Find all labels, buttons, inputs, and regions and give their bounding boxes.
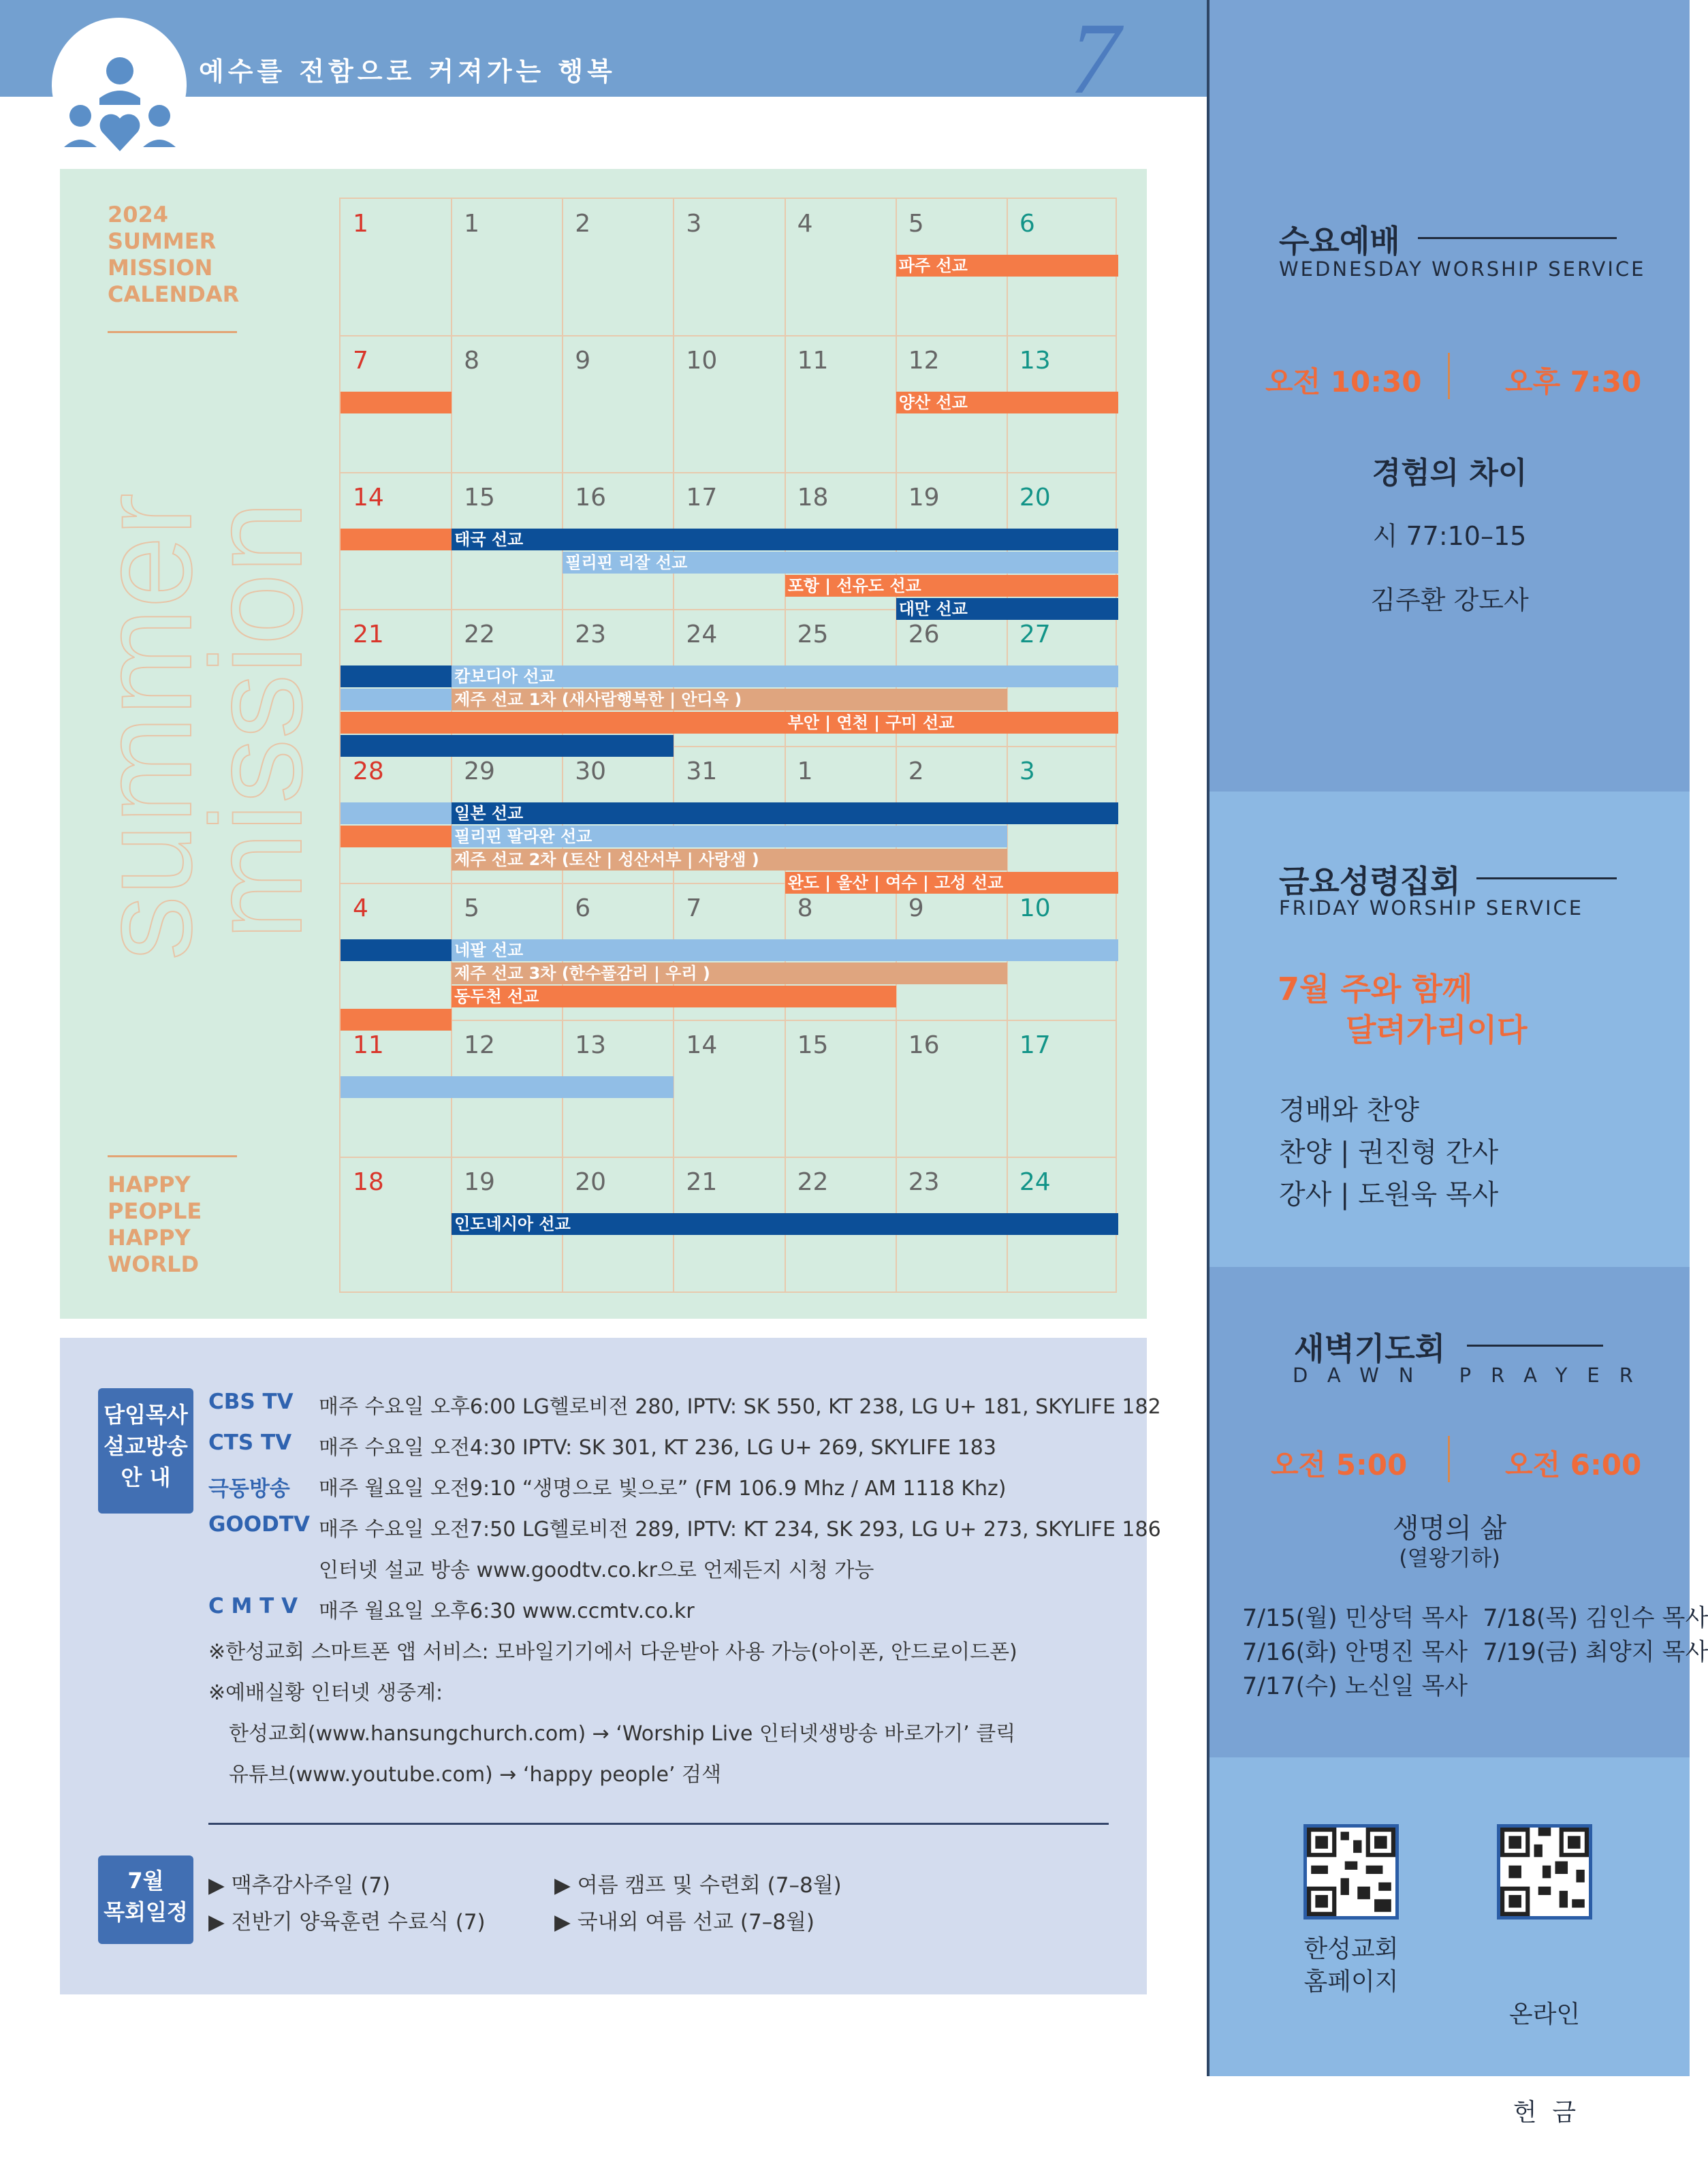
friday-worship: 경배와 찬양 [1279,1095,1419,1126]
calendar-slogan-block [108,1172,202,1278]
live-note-youtube: 유튜브(www.youtube.com) → ‘happy people’ 검색 [229,1763,721,1787]
event-item [208,1905,486,1935]
friday-title: 금요성령집회 [1279,863,1461,900]
friday-theme-line-1: 7월 주와 함께 [1278,971,1473,1007]
divider [108,331,237,333]
mission-event-bar [341,939,452,961]
calendar-date: 18 [353,1168,384,1196]
mission-event-label: 일본 선교 [454,804,524,823]
calendar-date: 14 [686,1031,718,1059]
dawn-schedule-line: 7/16(화) 안명진 목사 7/19(금) 최양지 목사 [1242,1639,1708,1666]
mission-event-bar [785,872,1118,894]
people-heart-icon [52,18,187,153]
calendar-title-line: SUMMER [108,228,217,254]
broadcast-tag [98,1388,193,1514]
calendar-date: 22 [797,1168,829,1196]
qr-code-icon [1307,1828,1395,1916]
mission-event-label: 양산 선교 [898,393,968,412]
mission-event-bar [341,529,452,550]
calendar-date: 15 [797,1031,829,1059]
dawn-schedule-line: 7/15(월) 민상덕 목사 7/18(목) 김인수 목사 [1242,1605,1708,1632]
wednesday-title: 수요예배 [1279,223,1400,260]
calendar-date: 30 [575,757,607,785]
mission-event-bar [452,986,896,1007]
mission-event-label: 파주 선교 [898,256,968,275]
mission-event-label: 필리핀 팔라완 선교 [454,827,592,846]
calendar-date: 16 [908,1031,940,1059]
grid-line [341,335,1116,336]
online-offering-qr-code[interactable] [1497,1824,1592,1920]
calendar-date: 7 [353,347,368,375]
friday-praise-leader: 찬양 | 권진형 간사 [1279,1137,1499,1168]
event-item [554,1868,842,1898]
divider [108,1155,237,1157]
calendar-title-year: 2024 [108,202,169,228]
calendar-date: 28 [353,757,384,785]
mission-event-bar [785,575,1118,597]
tag-line: 안 내 [121,1464,171,1490]
calendar-date: 15 [464,484,495,512]
calendar-date: 17 [1019,1031,1051,1059]
channel-febc: 극동방송 [208,1477,290,1501]
grid-line [341,1157,1116,1158]
slogan-line: HAPPY [108,1172,191,1197]
divider [1476,877,1617,879]
divider [1448,1436,1450,1482]
calendar-date: 19 [908,484,940,512]
event-label: 전반기 양육훈련 수료식 (7) [231,1910,486,1934]
calendar-date: 23 [908,1168,940,1196]
mission-event-bar [563,552,1118,574]
svg-text:7: 7 [1069,2,1120,115]
calendar-date: 2 [575,210,591,238]
divider [1467,1345,1603,1347]
channel-cts: CTS TV [208,1430,292,1455]
calendar-date: 8 [797,894,813,922]
calendar-date: 27 [1019,621,1051,648]
calendar-date: 14 [353,484,384,512]
event-item [208,1868,390,1898]
calendar-title-line: CALENDAR [108,281,240,307]
calendar-date: 18 [797,484,829,512]
calendar-date: 17 [686,484,718,512]
calendar-date: 22 [464,621,495,648]
mission-event-label: 네팔 선교 [454,941,524,960]
mission-event-label: 완도 | 울산 | 여수 | 고성 선교 [787,873,1004,892]
qr-panel [1209,1757,1690,2076]
calendar-date: 1 [797,757,813,785]
friday-speaker: 강사 | 도원욱 목사 [1279,1179,1499,1210]
qr-label-line: 한성교회 [1303,1935,1399,1963]
live-note-website: 한성교회(www.hansungchurch.com) → ‘Worship Live 인터넷생방송 바로가기’ 클릭 [229,1722,1016,1746]
mission-event-label: 인도네시아 선교 [454,1215,571,1234]
dawn-time-first: 오전 5:00 [1271,1448,1408,1482]
dawn-time-second: 오전 6:00 [1505,1448,1642,1482]
wednesday-sermon-title: 경험의 차이 [1372,456,1528,490]
mission-event-bar [896,598,1118,620]
watermark-mission: mission [185,501,329,940]
grid-line [896,199,897,1291]
live-note: ※예배실황 인터넷 생중계: [208,1681,443,1705]
calendar-date: 3 [686,210,702,238]
calendar-date: 12 [908,347,940,375]
event-item [554,1905,815,1935]
mission-event-label: 태국 선교 [454,530,524,549]
event-label: 국내외 여름 선교 (7–8월) [577,1910,815,1934]
mission-event-label: 제주 선교 2차 (토산 | 성산서부 | 사랑샘 ) [454,850,759,869]
wednesday-time-morning: 오전 10:30 [1265,365,1422,398]
mission-event-label: 포항 | 선유도 선교 [787,576,921,595]
calendar-date: 1 [464,210,480,238]
calendar-date: 26 [908,621,940,648]
mission-event-bar [452,939,1118,961]
mission-event-bar [341,802,452,824]
calendar-date: 31 [686,757,718,785]
mission-event-bar [341,665,452,687]
mission-event-bar [785,712,1118,734]
mission-event-bar [452,826,1007,847]
wednesday-time-evening: 오후 7:30 [1505,365,1642,398]
calendar-date: 24 [1019,1168,1051,1196]
mission-event-label: 제주 선교 1차 (새사람행복한 | 안디옥 ) [454,690,742,709]
divider [1448,353,1450,399]
event-label: 여름 캠프 및 수련회 (7–8월) [577,1873,842,1898]
mission-event-bar [452,962,1007,984]
calendar-date: 13 [575,1031,607,1059]
broadcast-info: 매주 월요일 오후6:30 www.ccmtv.co.kr [319,1599,695,1623]
broadcast-info: 매주 수요일 오후6:00 LG헬로비전 280, IPTV: SK 550, KT 238, LG U+ 181, SKYLIFE 182 [319,1395,1161,1419]
calendar-date: 1 [353,210,368,238]
dawn-subtitle: DAWN PRAYER [1293,1364,1653,1387]
calendar-date: 3 [1019,757,1035,785]
mission-event-bar [452,529,1118,550]
dawn-schedule-line: 7/17(수) 노신일 목사 [1242,1673,1468,1700]
dawn-sermon-title: 생명의 삶 [1392,1513,1507,1544]
mission-event-bar [341,826,452,847]
divider [1418,237,1617,239]
calendar-date: 25 [797,621,829,648]
grid-line [785,199,786,1291]
calendar-date: 5 [464,894,480,922]
qr-label-line: 헌 금 [1513,2099,1577,2127]
calendar-date: 9 [908,894,924,922]
triangle-bullet-icon: ▶ [554,1910,578,1934]
broadcast-info: 인터넷 설교 방송 www.goodtv.co.kr으로 언제든지 시청 가능 [319,1558,874,1582]
month-mark [1062,2,1144,115]
tag-line: 담임목사 [104,1402,188,1428]
header-title: 예수를 전함으로 커져가는 행복 [199,57,616,87]
calendar-date: 6 [1019,210,1035,238]
mission-event-bar [341,689,452,710]
qr-code-icon [1500,1828,1589,1916]
tag-line: 설교방송 [104,1433,188,1459]
wednesday-subtitle: WEDNESDAY WORSHIP SERVICE [1279,257,1646,281]
watermark-summer: summer [74,492,219,960]
calendar-date: 2 [908,757,924,785]
mission-event-label: 필리핀 리잘 선교 [565,553,688,572]
calendar-date: 4 [353,894,368,922]
tag-line: 목회일정 [104,1899,188,1925]
wednesday-verse: 시 77:10–15 [1372,521,1527,551]
mission-event-bar [452,665,1118,687]
homepage-qr-code[interactable] [1303,1824,1399,1920]
calendar-title-line: MISSION [108,255,213,281]
homepage-qr-label [1283,1933,1419,1999]
broadcast-info: 매주 수요일 오전4:30 IPTV: SK 301, KT 236, LG U+ 269, SKYLIFE 183 [319,1436,996,1460]
schedule-tag [98,1855,193,1944]
calendar-date: 6 [575,894,591,922]
grid-line [341,472,1116,473]
calendar-title-block [108,202,239,308]
friday-theme-line-2: 달려가리이다 [1346,1012,1528,1048]
calendar-date: 24 [686,621,718,648]
calendar-date: 23 [575,621,607,648]
mission-event-bar [452,1213,1118,1235]
friday-subtitle: FRIDAY WORSHIP SERVICE [1279,896,1584,920]
mission-event-label: 동두천 선교 [454,987,539,1006]
triangle-bullet-icon: ▶ [554,1873,578,1898]
dawn-sermon-book: (열왕기하) [1399,1545,1500,1571]
mission-event-bar [896,392,1118,413]
slogan-line: WORLD [108,1251,200,1277]
calendar-date: 16 [575,484,607,512]
calendar-date: 4 [797,210,813,238]
calendar-date: 10 [686,347,718,375]
mission-event-bar [341,1009,452,1031]
channel-cmtv: C M T V [208,1594,298,1618]
calendar-date: 29 [464,757,495,785]
logo [52,18,187,153]
calendar-date: 11 [797,347,829,375]
mission-event-bar [341,735,674,757]
channel-goodtv: GOODTV [208,1512,311,1537]
calendar-date: 21 [686,1168,718,1196]
triangle-bullet-icon: ▶ [208,1910,232,1934]
mission-event-label: 부안 | 연천 | 구미 선교 [787,713,955,732]
calendar-date: 11 [353,1031,384,1059]
mission-event-bar [341,392,452,413]
calendar-date: 12 [464,1031,495,1059]
qr-label-line: 홈페이지 [1303,1968,1399,1996]
mission-event-bar [341,1076,674,1098]
online-offering-qr-label [1476,1933,1613,2162]
calendar-date: 21 [353,621,384,648]
tag-line: 7월 [127,1868,164,1894]
wednesday-preacher: 김주환 강도사 [1370,585,1529,615]
calendar-date: 7 [686,894,702,922]
slogan-line: HAPPY [108,1225,191,1251]
app-note: ※한성교회 스마트폰 앱 서비스: 모바일기기에서 다운받아 사용 가능(아이폰, 안드로이드폰) [208,1640,1017,1664]
dawn-title: 새벽기도회 [1294,1330,1446,1367]
calendar-date: 10 [1019,894,1051,922]
calendar-date: 9 [575,347,591,375]
event-label: 맥추감사주일 (7) [231,1873,391,1898]
mission-event-bar [452,849,1007,871]
broadcast-info: 매주 수요일 오전7:50 LG헬로비전 289, IPTV: KT 234, SK 293, LG U+ 273, SKYLIFE 186 [319,1518,1161,1541]
calendar-date: 20 [1019,484,1051,512]
calendar-date: 8 [464,347,480,375]
calendar-grid [339,198,1117,1293]
channel-cbs: CBS TV [208,1390,294,1414]
mission-event-bar [896,255,1118,277]
grid-line [341,1020,1116,1021]
calendar-date: 5 [908,210,924,238]
mission-event-label: 대만 선교 [898,599,968,618]
divider [208,1823,1109,1825]
triangle-bullet-icon: ▶ [208,1873,232,1898]
mission-event-label: 제주 선교 3차 (한수풀감리 | 우리 ) [454,964,710,983]
mission-event-bar [452,802,1118,824]
calendar-date: 19 [464,1168,495,1196]
calendar-date: 20 [575,1168,607,1196]
slogan-line: PEOPLE [108,1198,202,1224]
broadcast-info: 매주 월요일 오전9:10 “생명으로 빛으로” (FM 106.9 Mhz / AM 1118 Khz) [319,1477,1007,1501]
mission-event-label: 캄보디아 선교 [454,667,555,686]
qr-label-line: 온라인 [1508,2001,1581,2028]
calendar-date: 13 [1019,347,1051,375]
grid-line [1007,199,1008,1291]
mission-event-bar [452,689,1007,710]
mission-event-bar [341,712,785,734]
